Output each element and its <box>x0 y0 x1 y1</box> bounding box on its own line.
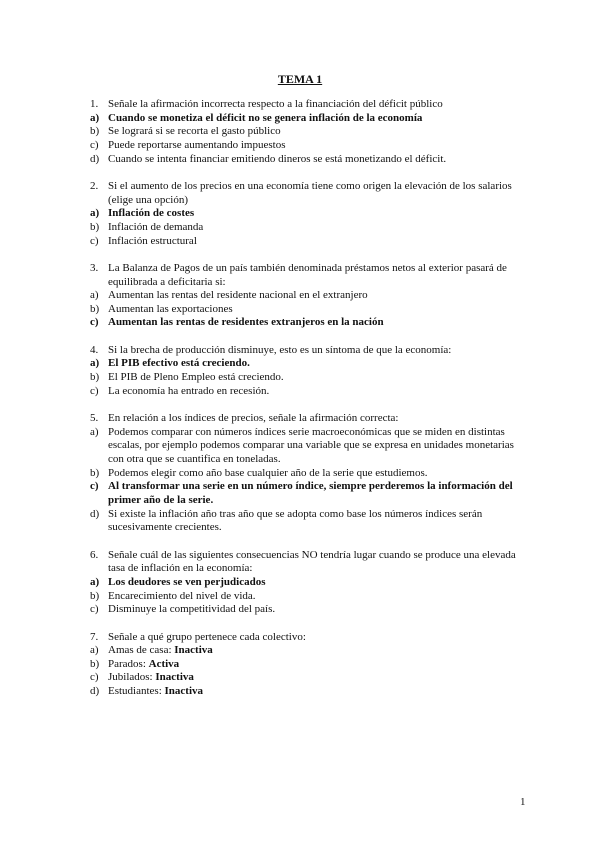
answer-option <box>90 644 520 658</box>
document-title: TEMA 1 <box>277 72 323 86</box>
answer-option <box>90 221 520 235</box>
option-answer: Inactiva <box>164 685 204 698</box>
question-number: 1. <box>90 98 99 110</box>
option-marker: b) <box>90 220 100 233</box>
option-marker: c) <box>90 316 99 329</box>
question <box>90 180 520 248</box>
answer-option <box>90 371 520 385</box>
answer-option <box>90 508 520 535</box>
option-text: Puede reportarse aumentando impuestos <box>108 138 286 151</box>
question-number: 3. <box>90 261 99 274</box>
option-marker: c) <box>90 480 99 493</box>
answer-option <box>90 139 520 153</box>
question-text: Señale a qué grupo pertenece cada colectivo: <box>108 630 306 643</box>
question <box>90 412 520 535</box>
question-stem <box>90 631 520 645</box>
answer-option <box>90 385 520 399</box>
question <box>90 631 520 699</box>
question-stem <box>90 412 520 426</box>
question-number: 5. <box>90 412 99 425</box>
question-text: Si el aumento de los precios en una economía tiene como origen la elevación de los salarios (elige una opción) <box>108 179 512 206</box>
option-text: Parados: <box>108 657 149 670</box>
option-text: Al transformar una serie en un número índice, siempre perderemos la información del primer año de la serie. <box>108 480 513 506</box>
question-text: La Balanza de Pagos de un país también denominada préstamos netos al exterior pasará de equilibrada a deficitaria si: <box>108 261 507 288</box>
answer-option <box>90 658 520 672</box>
option-marker: a) <box>90 425 99 438</box>
option-text: Podemos comparar con números índices serie macroeconómicas que se miden en distintas escalas, por ejemplo podemos comparar una variable que se expresa en unidades monetarias con otra que se cuantifica en toneladas. <box>108 425 514 465</box>
option-marker: b) <box>90 371 100 384</box>
answer-option <box>90 685 520 699</box>
option-text: Si existe la inflación año tras año que se adopta como base los números índices serán sucesivamente crecientes. <box>108 507 483 534</box>
option-text: Los deudores se ven perjudicados <box>108 575 266 588</box>
option-text: Inflación de costes <box>108 207 195 220</box>
option-marker: a) <box>90 111 100 124</box>
option-marker: b) <box>90 589 100 602</box>
option-marker: c) <box>90 234 99 247</box>
option-answer: Activa <box>148 657 180 670</box>
option-marker: b) <box>90 302 100 315</box>
question-list <box>90 98 520 712</box>
question-number: 6. <box>90 548 99 561</box>
answer-option <box>90 671 520 685</box>
option-marker: a) <box>90 575 100 588</box>
question-stem <box>90 262 520 289</box>
question-number: 4. <box>90 343 99 356</box>
answer-option <box>90 426 520 467</box>
option-marker: d) <box>90 152 100 165</box>
option-text: Encarecimiento del nivel de vida. <box>108 589 256 602</box>
option-text: Estudiantes: <box>108 685 165 698</box>
answer-option <box>90 576 520 590</box>
option-marker: a) <box>90 289 99 302</box>
option-marker: a) <box>90 207 100 220</box>
answer-option <box>90 112 520 126</box>
answer-option <box>90 289 520 303</box>
option-marker: b) <box>90 125 100 138</box>
question-stem <box>90 344 520 358</box>
question <box>90 262 520 330</box>
answer-option <box>90 357 520 371</box>
option-marker: d) <box>90 685 100 698</box>
option-text: Disminuye la competitividad del país. <box>108 603 276 616</box>
option-text: Cuando se monetiza el déficit no se genera inflación de la economía <box>108 111 423 124</box>
option-text: Inflación estructural <box>108 234 197 247</box>
option-marker: a) <box>90 644 99 657</box>
answer-option <box>90 303 520 317</box>
question <box>90 344 520 399</box>
option-marker: c) <box>90 671 99 684</box>
option-text: Se logrará si se recorta el gasto público <box>108 125 281 138</box>
option-text: Inflación de demanda <box>108 220 204 233</box>
question-text: En relación a los índices de precios, señale la afirmación correcta: <box>108 412 399 425</box>
option-answer: Inactiva <box>155 671 194 684</box>
question-stem <box>90 180 520 207</box>
question-text: Señale cuál de las siguientes consecuencias NO tendría lugar cuando se produce una elevada tasa de inflación en la economía: <box>108 548 516 575</box>
answer-option <box>90 125 520 139</box>
answer-option <box>90 603 520 617</box>
option-text: El PIB efectivo está creciendo. <box>108 357 250 370</box>
answer-option <box>90 316 520 330</box>
option-text: Cuando se intenta financiar emitiendo dineros se está monetizando el déficit. <box>108 152 447 165</box>
option-marker: c) <box>90 138 99 151</box>
option-marker: c) <box>90 603 99 616</box>
question-text: Si la brecha de producción disminuye, esto es un síntoma de que la economía: <box>108 343 452 356</box>
option-text: Aumentan las rentas del residente nacional en el extranjero <box>108 289 368 302</box>
option-text: Podemos elegir como año base cualquier año de la serie que estudiemos. <box>108 466 428 479</box>
option-text: Jubilados: <box>108 671 156 684</box>
question-text: Señale la afirmación incorrecta respecto a la financiación del déficit público <box>108 98 443 110</box>
answer-option <box>90 153 520 167</box>
option-answer: Inactiva <box>174 644 213 657</box>
answer-option <box>90 480 520 507</box>
page-number: 1 <box>520 796 526 808</box>
option-marker: c) <box>90 384 99 397</box>
question-number: 2. <box>90 179 99 192</box>
question-number: 7. <box>90 630 99 643</box>
question <box>90 98 520 166</box>
question <box>90 549 520 617</box>
option-marker: b) <box>90 657 100 670</box>
answer-option <box>90 207 520 221</box>
option-text: Aumentan las exportaciones <box>108 302 233 315</box>
option-marker: d) <box>90 507 100 520</box>
option-text: La economía ha entrado en recesión. <box>108 384 270 397</box>
question-stem <box>90 549 520 576</box>
option-text: Amas de casa: <box>108 644 175 657</box>
option-marker: b) <box>90 466 100 479</box>
option-text: Aumentan las rentas de residentes extranjeros en la nación <box>108 316 384 329</box>
answer-option <box>90 235 520 249</box>
option-text: El PIB de Pleno Empleo está creciendo. <box>108 371 284 384</box>
question-stem <box>90 98 520 112</box>
option-marker: a) <box>90 357 100 370</box>
answer-option <box>90 590 520 604</box>
answer-option <box>90 467 520 481</box>
